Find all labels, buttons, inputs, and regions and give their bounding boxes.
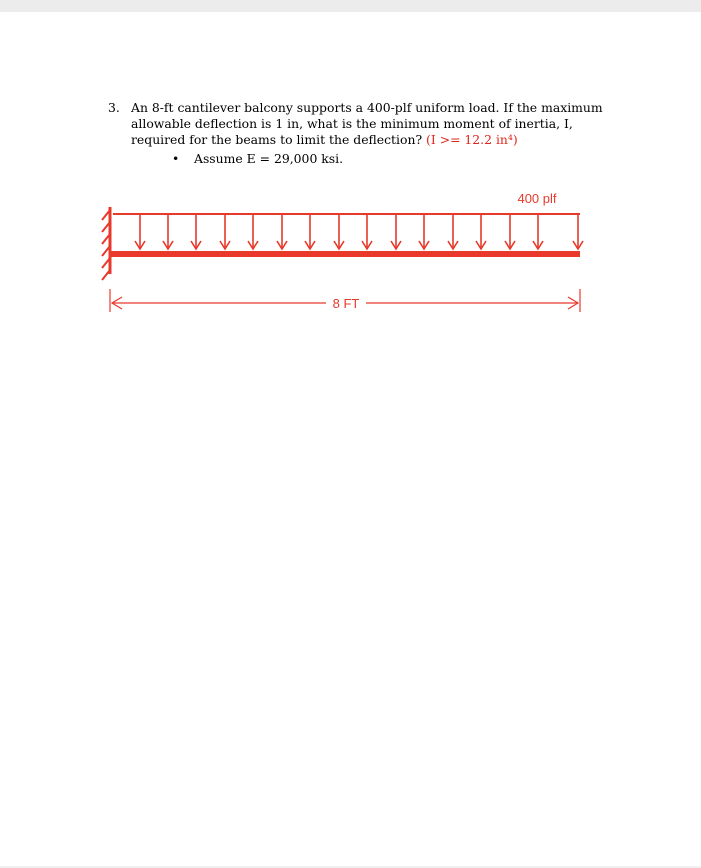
bullet-dot: • xyxy=(172,151,180,166)
load-arrows xyxy=(135,214,583,249)
problem-number: 3. xyxy=(108,100,120,115)
beam xyxy=(110,251,580,257)
load-label: 400 plf xyxy=(517,191,557,206)
span-label: 8 FT xyxy=(332,296,360,311)
answer-text: (I >= 12.2 in⁴) xyxy=(426,132,518,147)
problem-line-3-text: required for the beams to limit the deflection? xyxy=(131,132,423,147)
problem-line-1: An 8-ft cantilever balcony supports a 400-plf uniform load. If the maximum xyxy=(131,100,603,115)
problem-line-2: allowable deflection is 1 in, what is the minimum moment of inertia, I, xyxy=(131,116,573,131)
assumption-text: Assume E = 29,000 ksi. xyxy=(194,151,344,166)
